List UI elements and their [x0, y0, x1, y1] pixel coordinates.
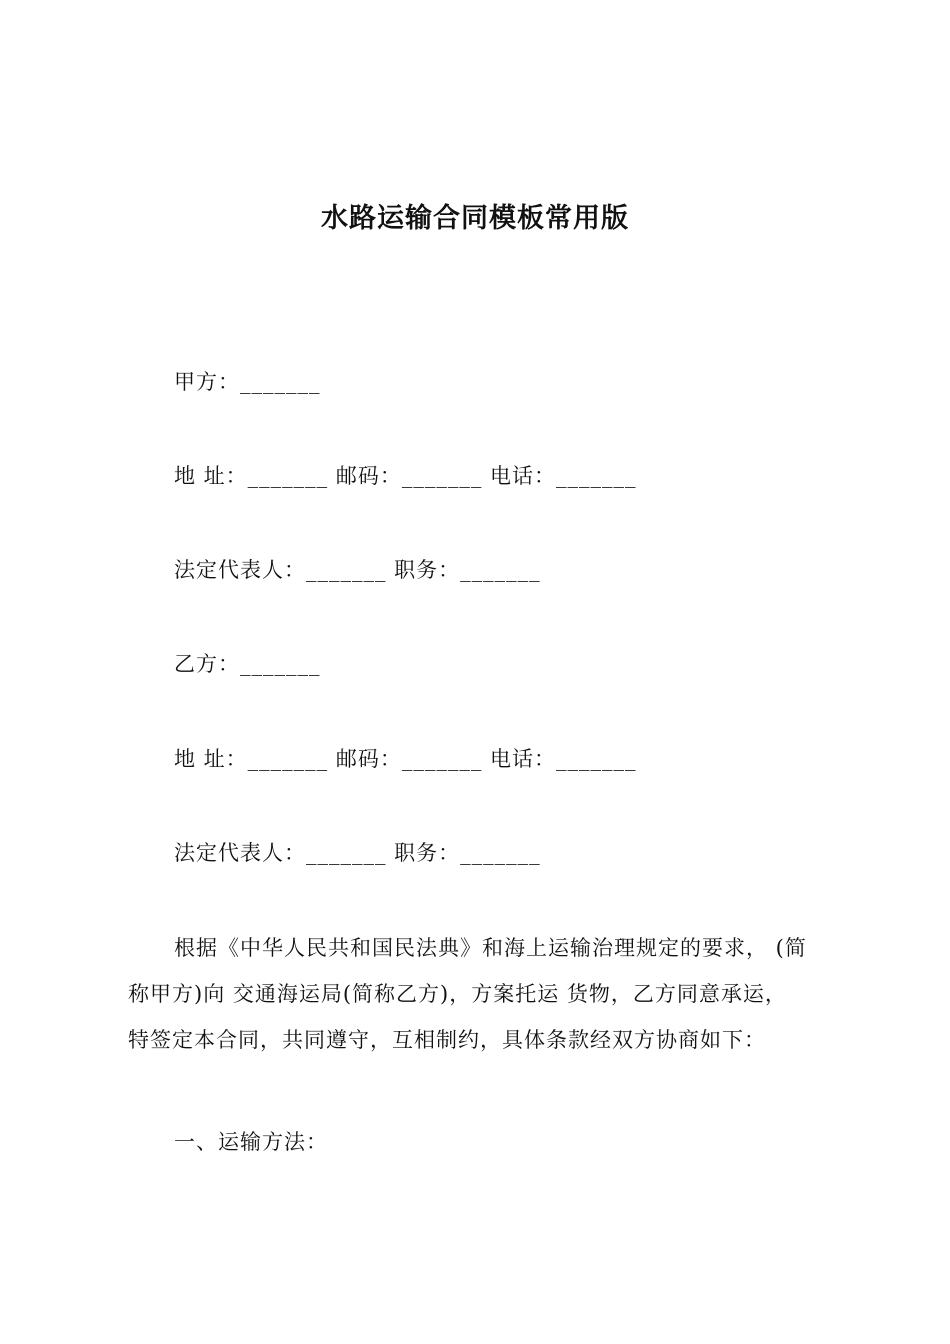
party-b-address-line: 地 址：_______ 邮码：_______ 电话：_______	[174, 747, 637, 771]
party-a-representative-line: 法定代表人：_______ 职务：_______	[174, 558, 541, 582]
preamble-line-2: 称甲方)向 交通海运局(简称乙方)，方案托运 货物，乙方同意承运，	[128, 982, 787, 1006]
party-a-line: 甲方：_______	[174, 370, 321, 394]
preamble-line-3: 特签定本合同，共同遵守，互相制约，具体条款经双方协商如下：	[128, 1028, 766, 1052]
party-b-representative-line: 法定代表人：_______ 职务：_______	[174, 841, 541, 865]
preamble-line-1: 根据《中华人民共和国民法典》和海上运输治理规定的要求， (简	[174, 936, 807, 960]
party-a-address-line: 地 址：_______ 邮码：_______ 电话：_______	[174, 464, 637, 488]
contract-preamble	[128, 925, 828, 1063]
party-b-line: 乙方：_______	[174, 652, 321, 676]
section-heading: 一、运输方法：	[174, 1130, 328, 1154]
document-title: 水路运输合同模板常用版	[321, 203, 629, 234]
